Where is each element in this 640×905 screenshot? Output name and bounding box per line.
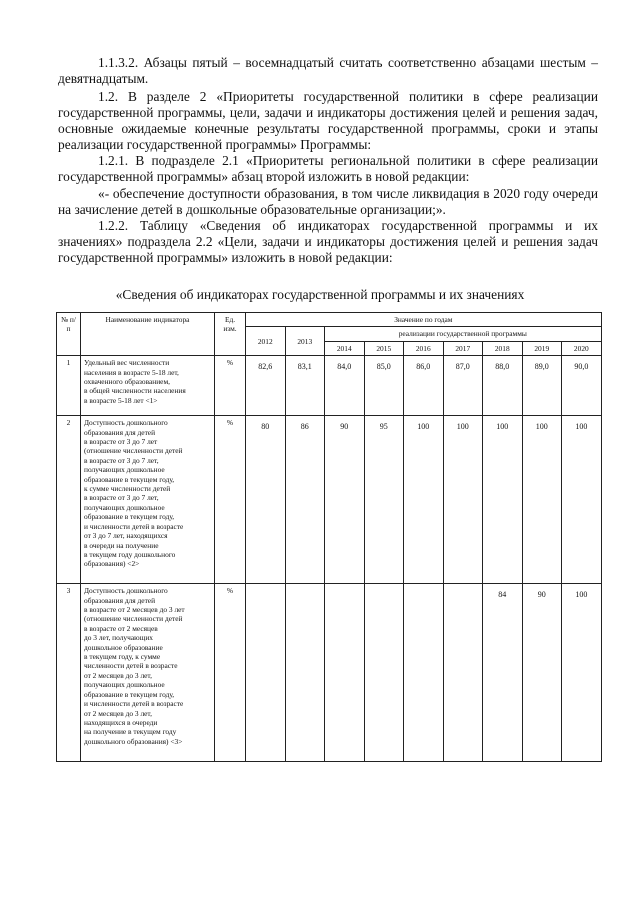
- value-cell: 95: [364, 416, 404, 584]
- value-cell: [325, 584, 365, 762]
- value-cell: [285, 584, 325, 762]
- row-num: 2: [57, 416, 81, 584]
- indicator-name: Доступность дошкольного образования для детей в возрасте от 2 месяцев до 3 лет (отношение численности детей в возрасте от 2 месяцев до 3 лет, получающих дошкольное образование в текущем году, к сумме численности детей в возрасте от 2 месяцев до 3 лет, получающих дошкольное образование в текущем году, и численности детей в возрасте от 2 месяцев до 3 лет, находящихся в очереди на получение в текущем году дошкольного образования) <3>: [81, 584, 215, 762]
- table-row: [57, 356, 602, 416]
- header-year-2018: 2018: [483, 341, 523, 355]
- value-cell: 100: [483, 416, 523, 584]
- value-cell: 100: [404, 416, 444, 584]
- table-row: [57, 584, 602, 762]
- value-cell: 90,0: [562, 356, 602, 416]
- paragraph-new-wording: «- обеспечение доступности образования, в том числе ликвидация в 2020 году очереди на зачисление детей в дошкольные образовательные организации;».: [58, 186, 598, 217]
- indicator-name: Удельный вес численности населения в возрасте 5-18 лет, охваченного образованием, в общей численности населения в возрасте 5-18 лет <1>: [81, 356, 215, 416]
- value-cell: 87,0: [443, 356, 483, 416]
- header-unit: Ед. изм.: [215, 313, 246, 356]
- value-cell: 100: [562, 416, 602, 584]
- paragraph-1-2-1: 1.2.1. В подразделе 2.1 «Приоритеты региональной политики в сфере реализации государственной программы» абзац второй изложить в новой редакции:: [58, 153, 598, 184]
- value-cell: 83,1: [285, 356, 325, 416]
- value-cell: [404, 584, 444, 762]
- header-program-period: реализации государственной программы: [325, 327, 602, 341]
- indicators-table: [56, 312, 602, 762]
- table-caption: «Сведения об индикаторах государственной программы и их значениях: [115, 287, 525, 302]
- header-year-2016: 2016: [404, 341, 444, 355]
- table-row: [57, 416, 602, 584]
- value-cell: 100: [443, 416, 483, 584]
- header-num: № п/п: [57, 313, 81, 356]
- value-cell: 90: [522, 584, 562, 762]
- unit-cell: %: [215, 356, 246, 416]
- header-year-2012: 2012: [246, 327, 286, 356]
- header-year-2013: 2013: [285, 327, 325, 356]
- value-cell: 86,0: [404, 356, 444, 416]
- header-year-2014: 2014: [325, 341, 365, 355]
- value-cell: 90: [325, 416, 365, 584]
- value-cell: 82,6: [246, 356, 286, 416]
- value-cell: 84,0: [325, 356, 365, 416]
- value-cell: [364, 584, 404, 762]
- value-cell: 85,0: [364, 356, 404, 416]
- header-year-2017: 2017: [443, 341, 483, 355]
- value-cell: [246, 584, 286, 762]
- row-num: 1: [57, 356, 81, 416]
- value-cell: 100: [522, 416, 562, 584]
- unit-cell: %: [215, 584, 246, 762]
- header-year-2019: 2019: [522, 341, 562, 355]
- paragraph-1-2: 1.2. В разделе 2 «Приоритеты государственной политики в сфере реализации государственной программы, цели, задачи и индикаторы достижения целей и решения задач, основные ожидаемые конечные результаты государственной программы, сроки и этапы реализации государственной программы» Программы:: [58, 89, 598, 152]
- header-values-by-year: Значение по годам: [246, 313, 602, 327]
- value-cell: [443, 584, 483, 762]
- value-cell: 100: [562, 584, 602, 762]
- value-cell: 86: [285, 416, 325, 584]
- value-cell: 88,0: [483, 356, 523, 416]
- header-year-2015: 2015: [364, 341, 404, 355]
- value-cell: 80: [246, 416, 286, 584]
- value-cell: 84: [483, 584, 523, 762]
- indicator-name: Доступность дошкольного образования для детей в возрасте от 3 до 7 лет (отношение численности детей в возрасте от 3 до 7 лет, получающих дошкольное образование в текущем году, к сумме численности детей в возрасте от 3 до 7 лет, получающих дошкольное образование в текущем году, и численности детей в возрасте от 3 до 7 лет, находящихся в очереди на получение в текущем году дошкольного образования) <2>: [81, 416, 215, 584]
- paragraph-1-2-2: 1.2.2. Таблицу «Сведения об индикаторах государственной программы и их значениях» подраздела 2.2 «Цели, задачи и индикаторы достижения целей и решения задач государственной программы» изложить в новой редакции:: [58, 218, 598, 265]
- row-num: 3: [57, 584, 81, 762]
- header-indicator-name: Наименование индикатора: [81, 313, 215, 356]
- header-year-2020: 2020: [562, 341, 602, 355]
- paragraph-1-1-3-2: 1.1.3.2. Абзацы пятый – восемнадцатый считать соответственно абзацами шестым – девятнадцатым.: [58, 55, 598, 86]
- unit-cell: %: [215, 416, 246, 584]
- value-cell: 89,0: [522, 356, 562, 416]
